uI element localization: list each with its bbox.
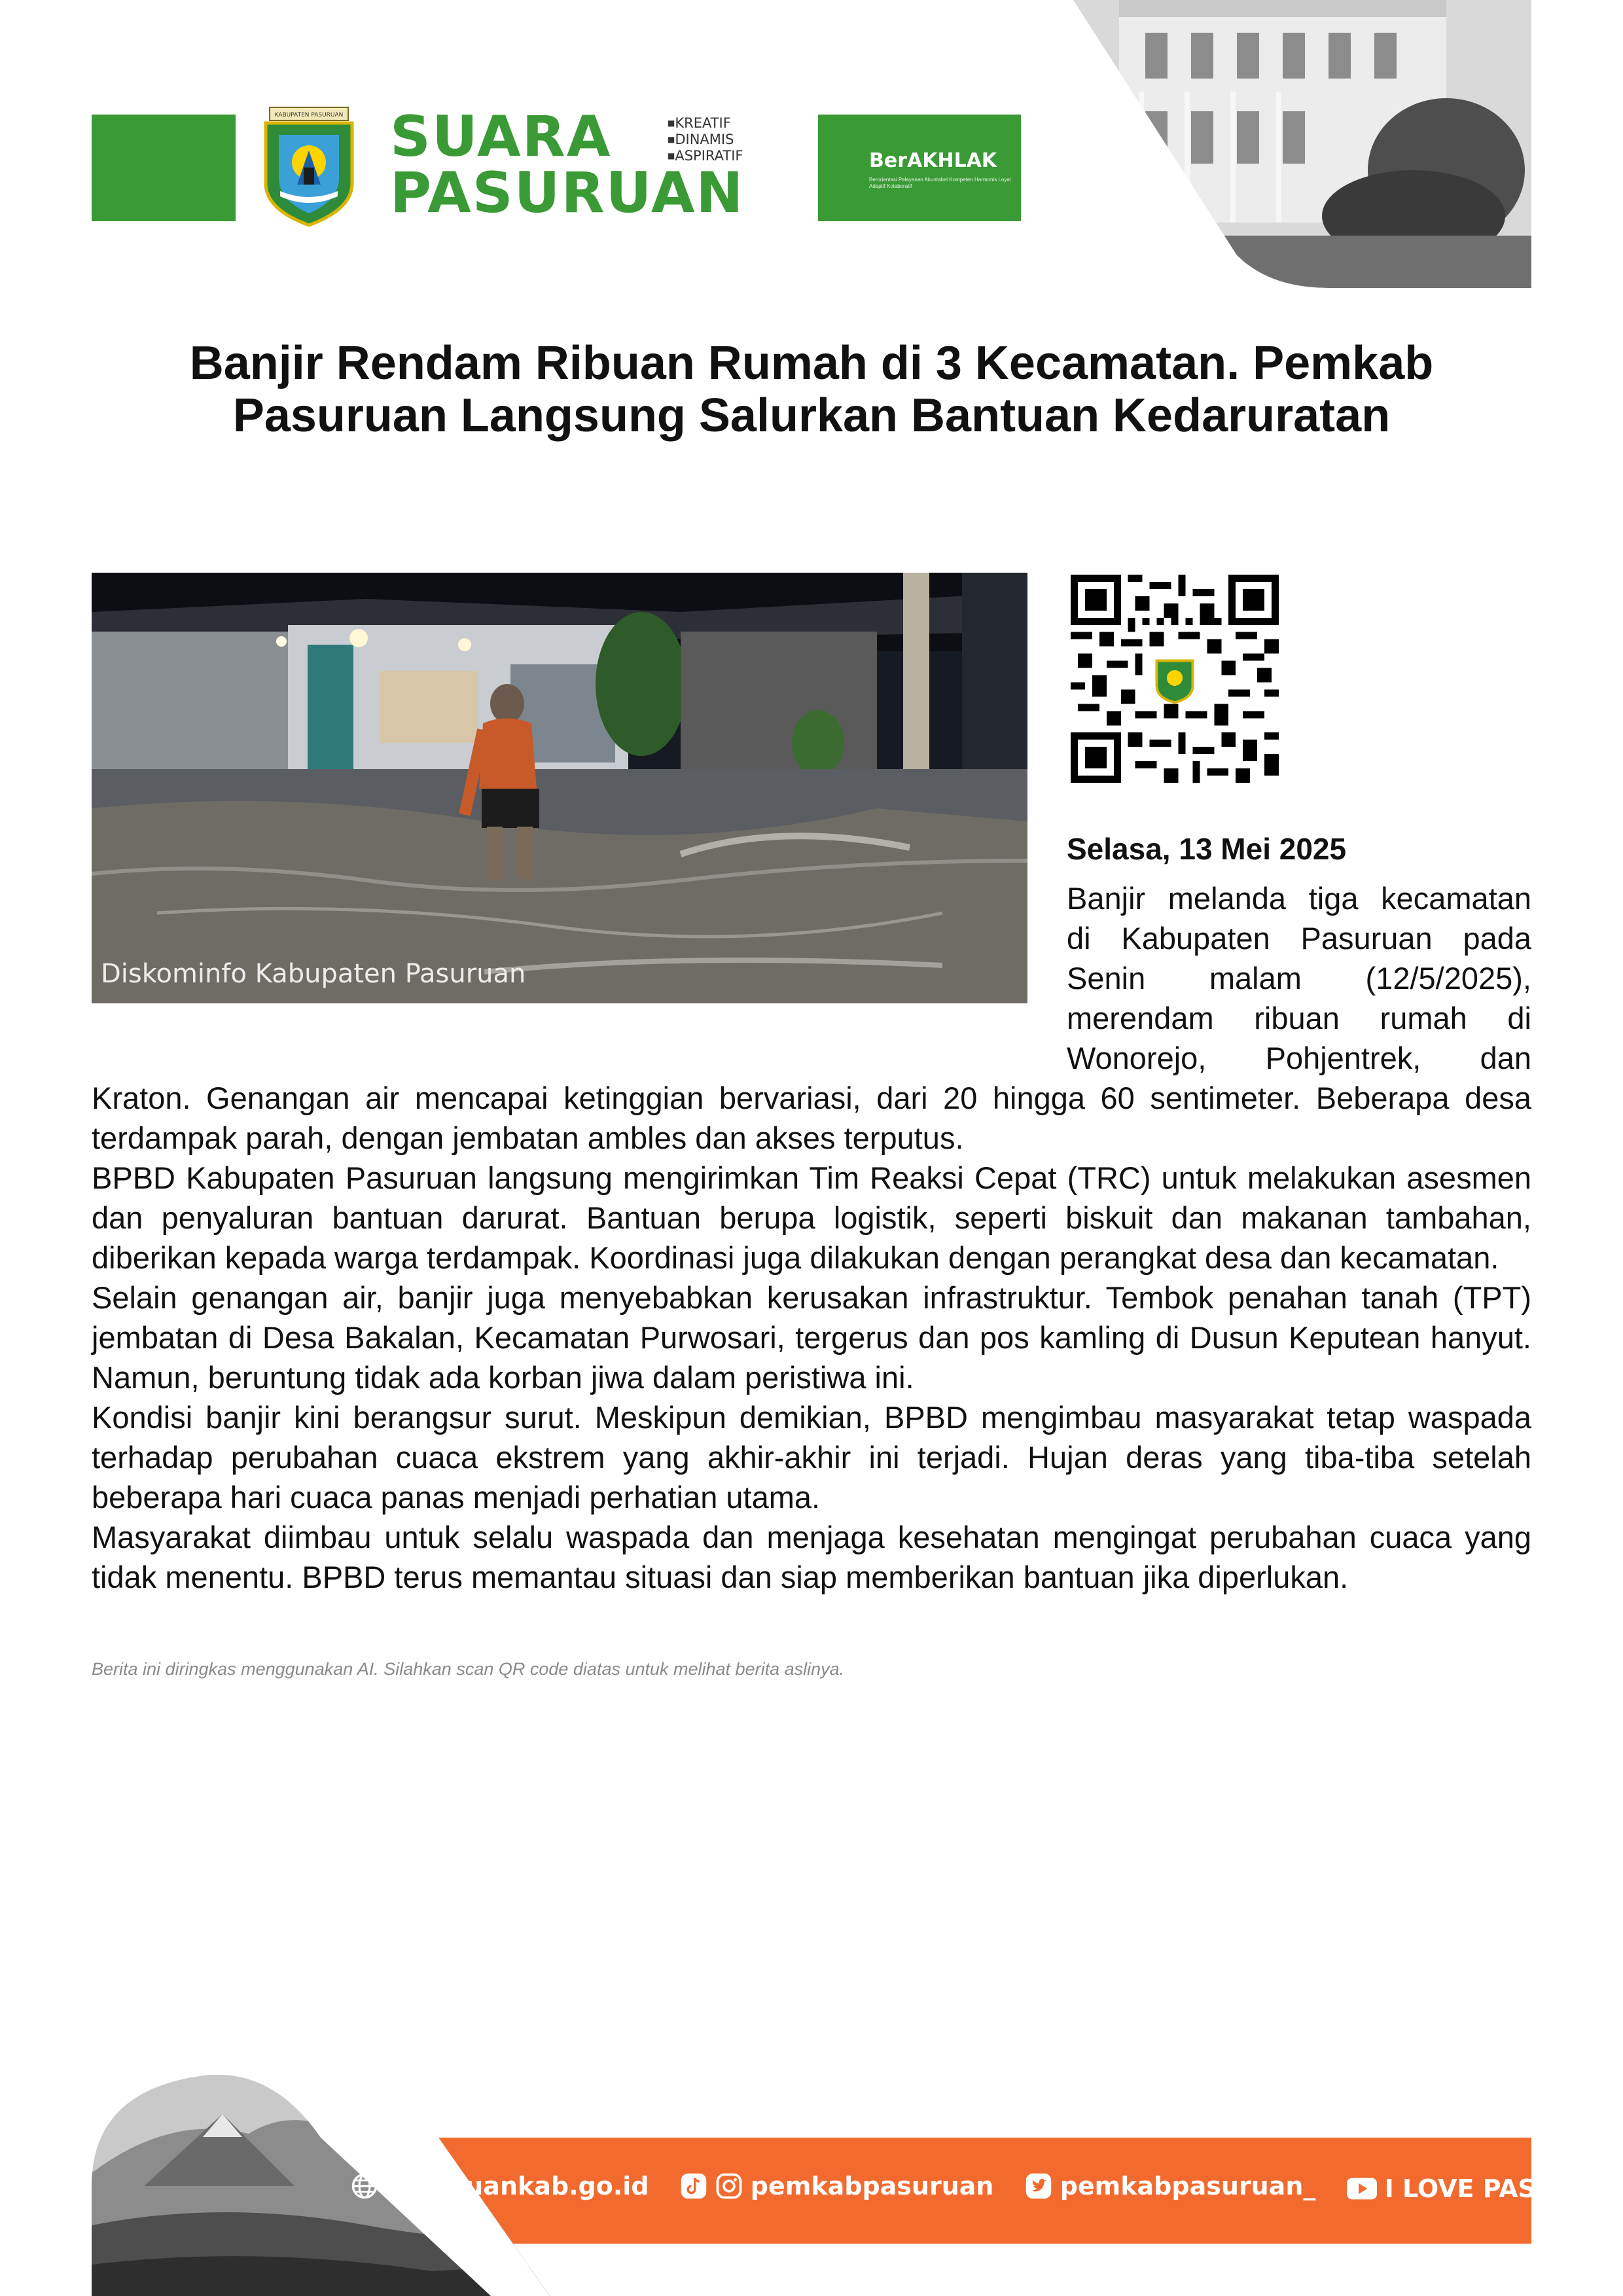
- body-paragraph: BPBD Kabupaten Pasuruan langsung mengirimkan Tim Reaksi Cepat (TRC) untuk melakukan asesmen dan penyaluran bantuan darurat. Bantuan berupa logistik, seperti biskuit dan makanan tambahan, diberikan kepada warga terdampak. Koordinasi juga dilakukan dengan perangkat desa dan kecamatan.: [92, 1160, 1531, 1275]
- website-link[interactable]: [351, 2172, 649, 2200]
- brand-line1: SUARA: [390, 104, 612, 170]
- berakhlak-logo: BerAKHLAK: [869, 149, 997, 172]
- brand-tagline: [668, 115, 743, 164]
- tagline-item: ■ ASPIRATIF: [668, 148, 743, 164]
- intro-line: Banjir melanda tiga kecamatan: [1067, 881, 1531, 916]
- qr-code-icon[interactable]: [1071, 575, 1279, 783]
- hashtag-icon: #: [1027, 136, 1061, 192]
- tagline-item: ■ DINAMIS: [668, 132, 743, 148]
- article-body: [92, 1078, 1531, 1597]
- hashtag-word: bangsa: [1060, 175, 1118, 194]
- twitter-link[interactable]: [1025, 2172, 1316, 2200]
- pasuruan-crest-icon: [260, 105, 357, 228]
- intro-line: Wonorejo, Pohjentrek, dan: [1067, 1041, 1531, 1075]
- tiktok-instagram-link[interactable]: [680, 2172, 994, 2200]
- twitter-label: pemkabpasuruan_: [1060, 2172, 1316, 2200]
- tiktok-instagram-label: pemkabpasuruan: [750, 2172, 994, 2200]
- flood-scene-image: [92, 573, 1027, 1003]
- instagram-icon: [715, 2172, 743, 2200]
- intro-line: Senin malam (12/5/2025),: [1067, 961, 1531, 996]
- youtube-icon: [1347, 2178, 1377, 2200]
- body-paragraph: Kraton. Genangan air mencapai ketinggian bervariasi, dari 20 hingga 60 sentimeter. Beberapa desa terdampak parah, dengan jembatan ambles dan akses terputus.: [92, 1081, 1531, 1155]
- globe-icon: [351, 2172, 378, 2200]
- intro-line: merendam ribuan rumah di: [1067, 1001, 1531, 1035]
- flood-photo: [92, 573, 1027, 1003]
- body-paragraph: Selain genangan air, banjir juga menyebabkan kerusakan infrastruktur. Tembok penahan tanah (TPT) jembatan di Desa Bakalan, Kecamatan Purwosari, tergerus dan pos kamling di Dusun Keputean hanyut. Namun, beruntung tidak ada korban jiwa dalam peristiwa ini.: [92, 1280, 1531, 1395]
- twitter-icon: [1025, 2172, 1052, 2200]
- article-date: Selasa, 13 Mei 2025: [1067, 832, 1347, 866]
- body-paragraph: Kondisi banjir kini berangsur surut. Meskipun demikian, BPBD mengimbau masyarakat tetap waspada terhadap perubahan cuaca ekstrem yang akhir-akhir ini terjadi. Hujan deras yang tiba-tiba setelah beberapa hari cuaca panas menjadi perhatian utama.: [92, 1400, 1531, 1515]
- body-paragraph: Masyarakat diimbau untuk selalu waspada dan menjaga kesehatan mengingat perubahan cuaca yang tidak menentu. BPBD terus memantau situasi dan siap memberikan bantuan jika diperlukan.: [92, 1520, 1531, 1594]
- crest-text: KABUPATEN PASURUAN: [274, 112, 344, 118]
- brand-line2: PASURUAN: [390, 160, 745, 226]
- youtube-label: I LOVE PAS TV: [1384, 2174, 1581, 2203]
- header-green-bar-left: [92, 115, 236, 221]
- article-intro: [1067, 878, 1531, 1078]
- hashtag-word: bangga: [1060, 144, 1120, 162]
- website-label: pasuruankab.go.id: [386, 2172, 649, 2200]
- footer-social-links: [351, 2172, 1603, 2206]
- intro-line: di Kabupaten Pasuruan pada: [1067, 921, 1531, 956]
- tagline-item: ■ KREATIF: [668, 115, 743, 132]
- youtube-link[interactable]: [1347, 2174, 1581, 2203]
- tiktok-icon: [680, 2172, 707, 2200]
- berakhlak-subtitle: Berorientasi Pelayanan Akuntabel Kompeten Harmonis Loyal Adaptif Kolaboratif: [869, 177, 1011, 189]
- bangga-melayani-logo: [1027, 136, 1133, 194]
- ai-disclaimer: Berita ini diringkas menggunakan AI. Silahkan scan QR code diatas untuk melihat berita aslinya.: [92, 1659, 845, 1679]
- photo-caption: Diskominfo Kabupaten Pasuruan: [101, 959, 526, 989]
- hashtag-word: melayani: [1060, 160, 1133, 178]
- article-title: Banjir Rendam Ribuan Rumah di 3 Kecamatan. Pemkab Pasuruan Langsung Salurkan Bantuan Kedaruratan: [189, 337, 1434, 442]
